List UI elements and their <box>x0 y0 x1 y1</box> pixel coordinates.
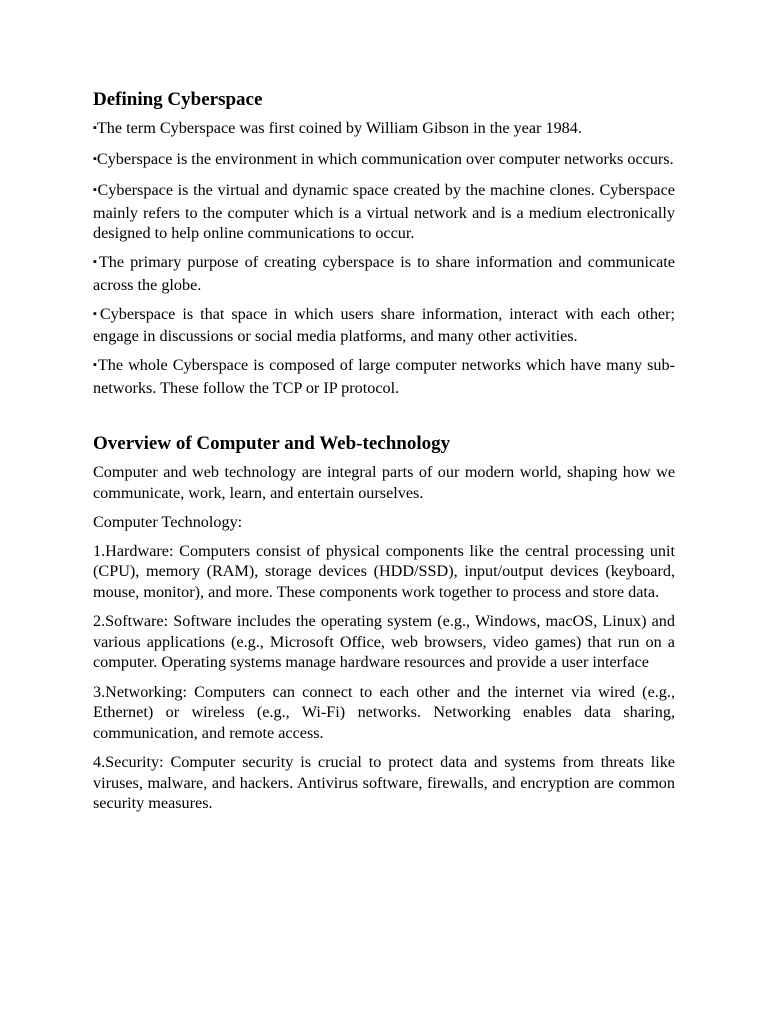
bullet-text: Cyberspace is that space in which users share information, interact with each other; engage in discussions or social media platforms, and many other activities. <box>93 304 675 345</box>
bullet-text: The primary purpose of creating cyberspace is to share information and communicate across the globe. <box>93 253 675 294</box>
bullet-text: The whole Cyberspace is composed of large computer networks which have many sub-networks. These follow the TCP or IP protocol. <box>93 356 676 397</box>
list-item-software: 2.Software: Software includes the operating system (e.g., Windows, macOS, Linux) and various applications (e.g., Microsoft Office, web browsers, video games) that run on a computer. Operating systems manage hardware resources and provide a user interface <box>93 612 675 671</box>
list-item-networking: 3.Networking: Computers can connect to each other and the internet via wired (e.g., Ethernet) or wireless (e.g., Wi-Fi) networks. Networking enables data sharing, communication, and remote access. <box>93 682 675 742</box>
cyberspace-bullet-list <box>93 118 675 398</box>
subheading-computer-technology: Computer Technology: <box>93 512 243 531</box>
intro-paragraph: Computer and web technology are integral parts of our modern world, shaping how we communicate, work, learn, and entertain ourselves. <box>93 463 675 502</box>
bullet-item <box>93 149 675 172</box>
bullet-item <box>93 252 675 295</box>
section-heading-defining-cyberspace: Defining Cyberspace <box>93 89 263 110</box>
bullet-text: Cyberspace is the virtual and dynamic space created by the machine clones. Cyberspace mainly refers to the computer which is a virtual network and is a medium electronically designed to help online communications to occur. <box>93 181 675 242</box>
bullet-text: The term Cyberspace was first coined by William Gibson in the year 1984. <box>96 119 582 137</box>
computer-technology-list <box>93 541 675 814</box>
bullet-item <box>93 180 675 244</box>
bullet-item <box>93 355 675 398</box>
list-item-security: 4.Security: Computer security is crucial to protect data and systems from threats like viruses, malware, and hackers. Antivirus software, firewalls, and encryption are common security measures. <box>93 753 675 812</box>
section-heading-computer-web-technology: Overview of Computer and Web-technology <box>93 433 451 454</box>
bullet-text: Cyberspace is the environment in which communication over computer networks occurs. <box>96 150 674 168</box>
bullet-item <box>93 118 675 141</box>
bullet-item <box>93 304 675 347</box>
document-page <box>93 88 675 823</box>
list-item-hardware: 1.Hardware: Computers consist of physical components like the central processing unit (CPU), memory (RAM), storage devices (HDD/SSD), input/output devices (keyboard, mouse, monitor), and more. These components work together to process and store data. <box>93 541 675 601</box>
